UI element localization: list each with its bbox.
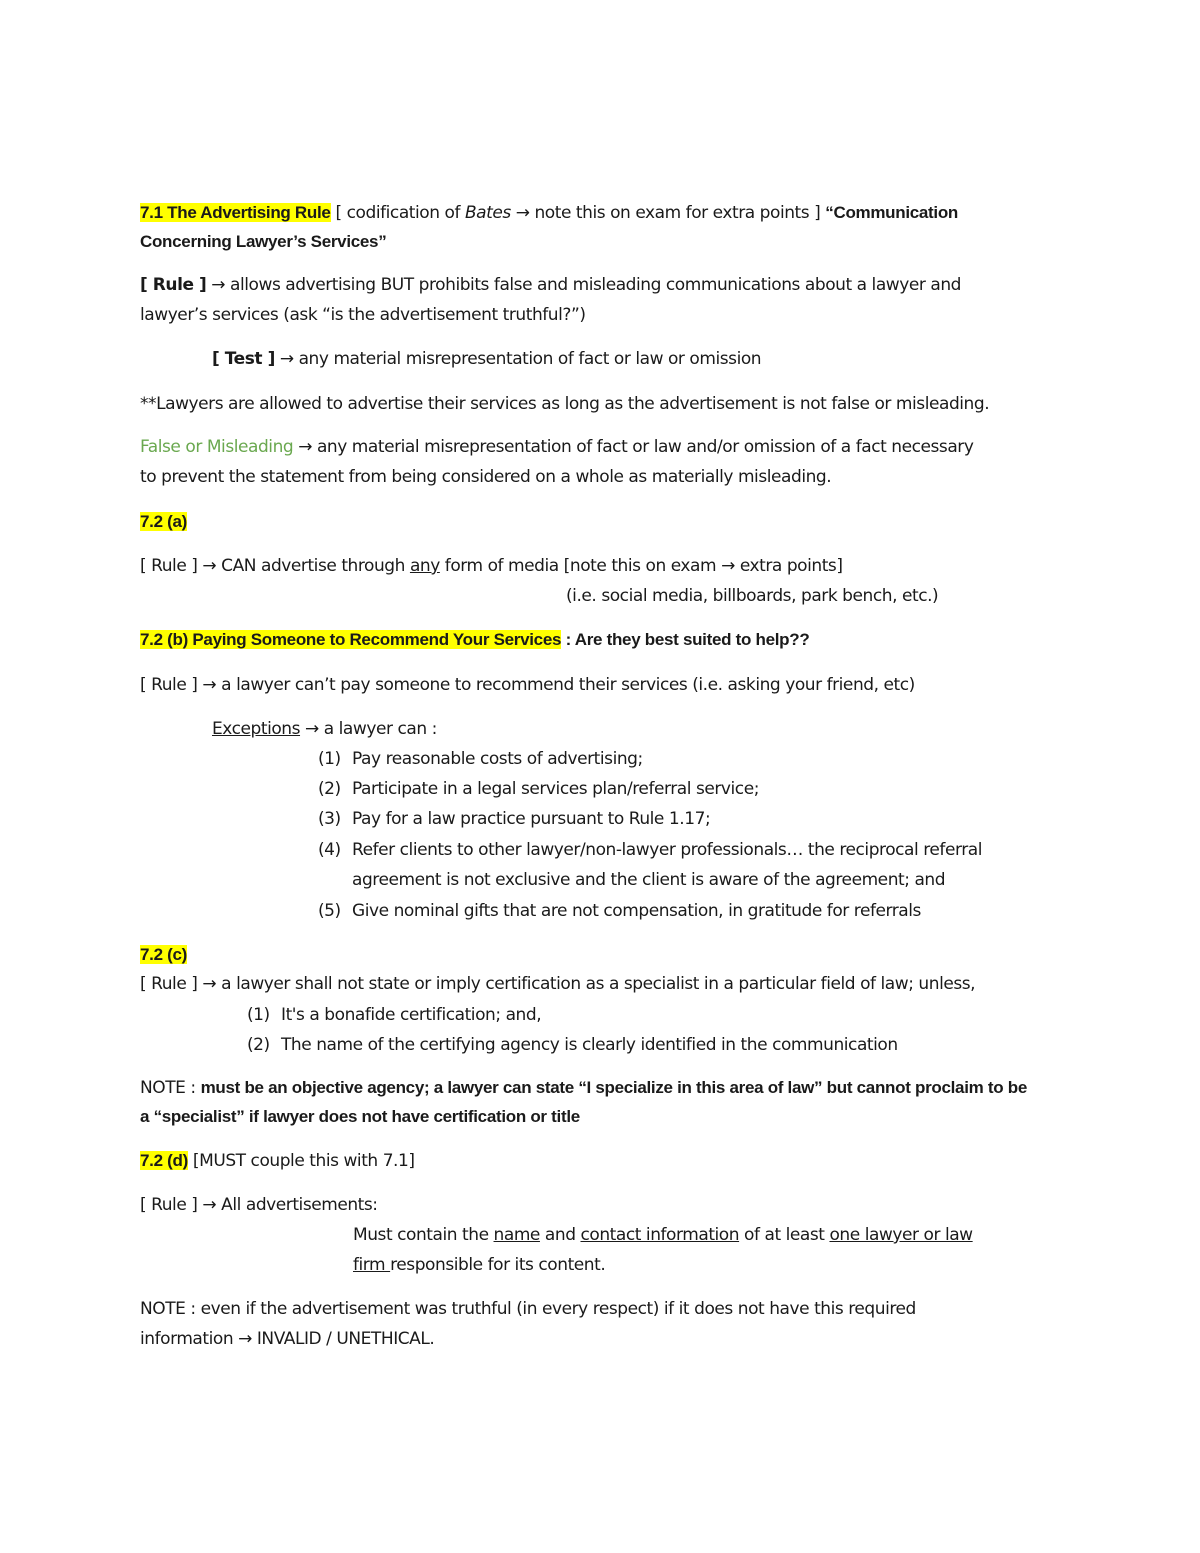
exception-number: (5) — [318, 901, 341, 921]
exception-item-continued — [318, 869, 945, 891]
exception-text: Participate in a legal services plan/referral service; — [352, 779, 759, 799]
section-7-2b-title: 7.2 (b) Paying Someone to Recommend Your Services — [140, 630, 562, 649]
rule-7-2a-text: [ Rule ] → CAN advertise through — [140, 556, 410, 576]
exception-number: (4) — [318, 840, 341, 860]
false-misleading-line-2 — [140, 466, 831, 488]
note-label: NOTE : — [140, 1078, 201, 1098]
rule-7-2b-text: [ Rule ] → a lawyer can’t pay someone to recommend their services (i.e. asking your friend, etc) — [140, 675, 915, 695]
certification-item — [247, 1004, 541, 1026]
bates-text: Bates — [464, 203, 511, 223]
rule-7-1-text-2: lawyer’s services (ask “is the advertisement truthful?”) — [140, 305, 586, 325]
exception-number: (3) — [318, 809, 341, 829]
false-misleading-text-2: to prevent the statement from being considered on a whole as materially misleading. — [140, 467, 832, 487]
exceptions-text: → a lawyer can : — [300, 719, 437, 739]
note-7-2d-line-2 — [140, 1328, 434, 1350]
section-7-2c-heading-line — [140, 944, 187, 966]
rule-7-1-text: → allows advertising BUT prohibits false and misleading communications about a lawyer and — [206, 275, 962, 295]
note-7-2c-text: must be an objective agency; a lawyer can state “I specialize in this area of law” but cannot proclaim to be — [200, 1078, 1027, 1097]
rule-7-1-line-1 — [140, 274, 961, 296]
section-7-1-heading-line — [140, 202, 958, 224]
certification-item — [247, 1034, 898, 1056]
exceptions-label: Exceptions — [212, 719, 301, 739]
exception-text: agreement is not exclusive and the client is aware of the agreement; and — [352, 870, 946, 890]
test-label: [ Test ] — [212, 349, 275, 369]
exception-item — [318, 839, 982, 861]
certification-text: The name of the certifying agency is clearly identified in the communication — [281, 1035, 898, 1055]
test-text: → any material misrepresentation of fact or law or omission — [274, 349, 762, 369]
contact-information-text: contact information — [580, 1225, 740, 1245]
firm-text: firm — [353, 1255, 391, 1275]
certification-number: (1) — [247, 1005, 270, 1025]
rule-7-2a-text-2: form of media [note this on exam → extra points] — [439, 556, 843, 576]
communication-title-cont: Concerning Lawyer’s Services” — [140, 232, 387, 251]
false-misleading-label: False or Misleading — [140, 437, 294, 457]
must-contain-line-1 — [353, 1224, 973, 1246]
false-misleading-line-1 — [140, 436, 973, 458]
section-7-2d-heading-line — [140, 1150, 415, 1172]
note-7-2c-text-2: a “specialist” if lawyer does not have certification or title — [140, 1107, 580, 1126]
name-text: name — [493, 1225, 540, 1245]
rule-7-2a-line — [140, 555, 843, 577]
note-7-2d-text: NOTE : even if the advertisement was truthful (in every respect) if it does not have this required — [140, 1299, 916, 1319]
rule-7-2c-text: [ Rule ] → a lawyer shall not state or imply certification as a specialist in a particular field of law; unless, — [140, 974, 976, 994]
rule-7-2b-line — [140, 674, 915, 696]
section-7-1-title: 7.1 The Advertising Rule — [140, 203, 331, 222]
star-note-line — [140, 393, 989, 415]
certification-number: (2) — [247, 1035, 270, 1055]
note-7-2c-line-2 — [140, 1106, 580, 1128]
rule-7-2d-text: [ Rule ] → All advertisements: — [140, 1195, 378, 1215]
exception-text: Give nominal gifts that are not compensation, in gratitude for referrals — [352, 901, 921, 921]
extra-points-text: → note this on exam for extra points ] — [510, 203, 826, 223]
exception-text: Refer clients to other lawyer/non-lawyer professionals… the reciprocal referral — [352, 840, 982, 860]
exception-item — [318, 778, 759, 800]
exception-text: Pay for a law practice pursuant to Rule 1.17; — [352, 809, 711, 829]
rule-7-1-line-2 — [140, 304, 586, 326]
exception-item — [318, 900, 921, 922]
responsible-text: responsible for its content. — [390, 1255, 606, 1275]
of-at-least-text: of at least — [739, 1225, 830, 1245]
must-contain-line-2 — [353, 1254, 605, 1276]
false-misleading-text: → any material misrepresentation of fact or law and/or omission of a fact necessary — [293, 437, 974, 457]
section-7-2d-title: 7.2 (d) — [140, 1151, 188, 1170]
star-note: **Lawyers are allowed to advertise their services as long as the advertisement is not false or misleading. — [140, 394, 990, 414]
any-text: any — [409, 556, 440, 576]
section-7-2b-suffix: : Are they best suited to help?? — [561, 630, 810, 649]
note-7-2d-text-2: information → INVALID / UNETHICAL. — [140, 1329, 435, 1349]
section-7-1-heading-line-2 — [140, 231, 386, 253]
media-examples-line — [566, 585, 938, 607]
must-contain-text: Must contain the — [353, 1225, 494, 1245]
one-lawyer-text: one lawyer or law — [829, 1225, 973, 1245]
certification-text: It's a bonafide certification; and, — [281, 1005, 542, 1025]
exceptions-line — [212, 718, 437, 740]
rule-7-2d-line — [140, 1194, 378, 1216]
exception-number: (1) — [318, 749, 341, 769]
section-7-2b-heading-line — [140, 629, 809, 651]
section-7-2c-title: 7.2 (c) — [140, 945, 188, 964]
note-7-2d-line-1 — [140, 1298, 916, 1320]
and-text: and — [539, 1225, 581, 1245]
section-7-2d-suffix: [MUST couple this with 7.1] — [187, 1151, 415, 1171]
rule-label: [ Rule ] — [140, 275, 207, 295]
exception-item — [318, 808, 710, 830]
rule-7-2c-line — [140, 973, 975, 995]
exception-item — [318, 748, 643, 770]
note-7-2c-line-1 — [140, 1077, 1027, 1099]
media-examples: (i.e. social media, billboards, park bench, etc.) — [566, 586, 939, 606]
section-7-2a-heading-line — [140, 511, 187, 533]
section-7-2a-title: 7.2 (a) — [140, 512, 188, 531]
exception-number: (2) — [318, 779, 341, 799]
communication-title: “Communication — [825, 203, 959, 222]
codification-text: [ codification of — [330, 203, 465, 223]
exception-text: Pay reasonable costs of advertising; — [352, 749, 643, 769]
test-line — [212, 348, 761, 370]
